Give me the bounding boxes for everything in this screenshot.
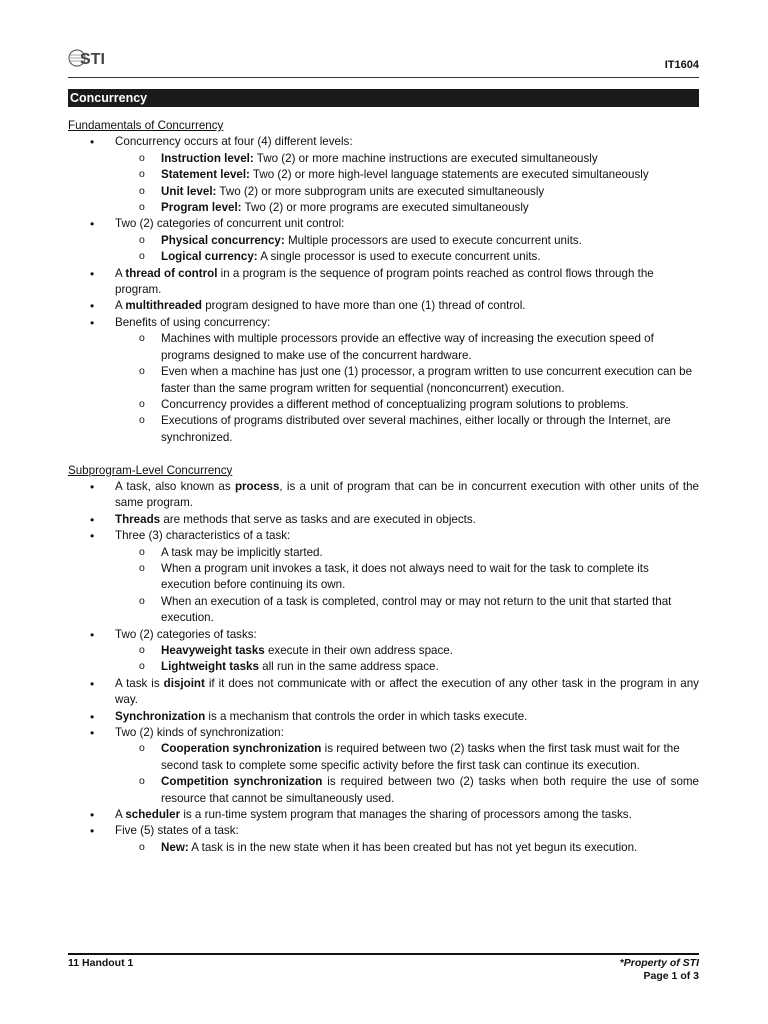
sub-list-item — [115, 200, 699, 216]
bold-term: scheduler — [125, 808, 181, 822]
text-run: execute in their own address space. — [264, 643, 453, 657]
item-text — [115, 315, 699, 331]
page-header — [68, 44, 699, 76]
list-item — [68, 216, 699, 265]
sub-list-item — [115, 233, 699, 249]
list-item — [68, 709, 699, 725]
document-title: Concurrency — [68, 89, 699, 107]
item-text — [115, 709, 699, 725]
logo-text: STI — [80, 51, 105, 68]
text-run: all run in the same address space. — [258, 660, 439, 674]
footer-right — [620, 957, 699, 983]
text-run: Five (5) states of a task: — [115, 824, 239, 838]
property-notice: *Property of STI — [619, 957, 699, 969]
bold-term: Program level: — [161, 201, 242, 215]
text-run: Two (2) or more high-level language statements are executed simultaneously — [249, 168, 649, 182]
sub-list — [115, 741, 699, 807]
item-text — [115, 823, 699, 839]
sti-logo — [68, 47, 128, 69]
list-item — [68, 134, 699, 216]
text-run: Multiple processors are used to execute concurrent units. — [284, 233, 582, 247]
text-run: Two (2) kinds of synchronization: — [115, 726, 284, 740]
text-run: Two (2) or more machine instructions are executed simultaneously — [253, 151, 598, 165]
sub-list-item — [115, 659, 699, 675]
bold-term: Physical concurrency: — [161, 233, 285, 247]
bold-term: Heavyweight tasks — [161, 643, 265, 657]
text-run: Two (2) or more programs are executed simultaneously — [241, 201, 529, 215]
sub-list — [115, 643, 699, 676]
text-run: Two (2) categories of tasks: — [115, 627, 257, 641]
bold-term: Instruction level: — [161, 151, 254, 165]
text-run: are methods that serve as tasks and are executed in objects. — [160, 512, 476, 526]
text-run: A task is — [115, 676, 164, 690]
bold-term: Lightweight tasks — [161, 660, 259, 674]
sub-list-item — [115, 151, 699, 167]
item-text — [115, 216, 699, 232]
text-run: is required between two (2) tasks when both require the use of some resource that cannot be simultaneously used. — [161, 775, 699, 805]
bold-term: Logical currency: — [161, 250, 258, 264]
item-text — [115, 627, 699, 643]
page-number: Page 1 of 3 — [643, 970, 699, 982]
section-heading: Fundamentals of Concurrency — [68, 119, 224, 132]
list-item — [68, 725, 699, 807]
text-run: A single processor is used to execute concurrent units. — [257, 250, 541, 264]
bold-term: Synchronization — [115, 709, 206, 723]
item-text — [115, 807, 699, 823]
sub-list-item — [115, 397, 699, 413]
text-run: Two (2) or more subprogram units are executed simultaneously — [216, 184, 545, 198]
list-item — [68, 479, 699, 512]
bold-term: Competition synchronization — [161, 775, 323, 789]
text-run: is a run-time system program that manages the sharing of processors among the tasks. — [180, 808, 632, 822]
list-item — [68, 315, 699, 446]
text-run: A — [115, 299, 126, 313]
item-text — [115, 512, 699, 528]
list-item — [68, 676, 699, 709]
bold-term: disjoint — [163, 676, 205, 690]
bold-term: thread of control — [125, 266, 218, 280]
text-run: A task may be implicitly started. — [161, 545, 323, 559]
text-run: in a program is the sequence of program points reached as control flows through the program. — [115, 266, 654, 297]
sub-list-item — [115, 594, 699, 627]
bold-term: Unit level: — [161, 184, 217, 198]
list-item — [68, 807, 699, 823]
bold-term: New: — [161, 840, 189, 854]
list-item — [68, 528, 699, 626]
text-run: Even when a machine has just one (1) processor, a program written to use concurrent execution can be faster than the same program written for sequential (nonconcurrent) execution. — [161, 365, 693, 395]
sub-list-item — [115, 413, 699, 446]
text-run: if it does not communicate with or affect the execution of any other task in the program in any way. — [115, 676, 699, 707]
sub-list-item — [115, 184, 699, 200]
bullet-list — [68, 479, 699, 856]
footer-divider — [68, 953, 699, 955]
sub-list-item — [115, 545, 699, 561]
text-run: , is a unit of program that can be in concurrent execution with other units of the same program. — [115, 479, 699, 510]
sub-list — [115, 233, 699, 266]
item-text — [115, 266, 699, 299]
item-text — [115, 528, 699, 544]
header-divider — [68, 77, 699, 78]
text-run: Concurrency provides a different method of conceptualizing program solutions to problems. — [161, 397, 629, 411]
list-item — [68, 298, 699, 314]
list-item — [68, 266, 699, 299]
sub-list — [115, 545, 699, 627]
text-run: Concurrency occurs at four (4) different levels: — [115, 135, 353, 149]
bold-term: Statement level: — [161, 168, 250, 182]
sub-list — [115, 840, 699, 856]
sub-list-item — [115, 561, 699, 594]
sub-list-item — [115, 774, 699, 807]
text-run: Executions of programs distributed over several machines, either locally or through the Internet, are synchronized. — [161, 414, 671, 444]
text-run: When a program unit invokes a task, it does not always need to wait for the task to complete its execution before continuing its own. — [161, 561, 649, 592]
text-run: When an execution of a task is completed, control may or may not return to the unit that started that execution. — [161, 594, 672, 625]
text-run: Machines with multiple processors provide an effective way of increasing the execution speed of programs designed to make use of the concurrent hardware. — [161, 332, 654, 362]
text-run: is a mechanism that controls the order in which tasks execute. — [205, 709, 528, 723]
handout-label: 11 Handout 1 — [68, 957, 134, 969]
text-run: program designed to have more than one (1) thread of control. — [201, 299, 526, 313]
bullet-list — [68, 134, 699, 446]
sub-list — [115, 151, 699, 217]
text-run: A task, also known as — [115, 479, 235, 493]
sub-list-item — [115, 331, 699, 364]
sub-list-item — [115, 167, 699, 183]
list-item — [68, 627, 699, 676]
bold-term: Threads — [115, 512, 161, 526]
text-run: A — [115, 808, 126, 822]
section-heading: Subprogram-Level Concurrency — [68, 463, 233, 477]
sub-list-item — [115, 840, 699, 856]
text-run: Three (3) characteristics of a task: — [115, 529, 291, 543]
text-run: Benefits of using concurrency: — [115, 315, 271, 329]
bold-term: process — [234, 479, 280, 493]
text-run: is required between two (2) tasks when the first task must wait for the second task to complete some specific activity before the first task can continue its execution. — [161, 742, 680, 772]
sub-list-item — [115, 643, 699, 659]
text-run: A task is in the new state when it has been created but has not yet begun its execution. — [188, 840, 638, 854]
sub-list-item — [115, 249, 699, 265]
text-run: A — [115, 266, 126, 280]
text-run: Two (2) categories of concurrent unit control: — [115, 217, 345, 231]
list-item — [68, 823, 699, 856]
item-text — [115, 134, 699, 150]
bold-term: multithreaded — [125, 299, 202, 313]
list-item — [68, 512, 699, 528]
item-text — [115, 479, 699, 512]
item-text — [115, 676, 699, 709]
sub-list-item — [115, 741, 699, 774]
sub-list — [115, 331, 699, 446]
sub-list-item — [115, 364, 699, 397]
item-text — [115, 298, 699, 314]
item-text — [115, 725, 699, 741]
document-body — [68, 118, 699, 856]
section-gap — [68, 446, 699, 462]
bold-term: Cooperation synchronization — [161, 742, 322, 756]
course-code: IT1604 — [664, 59, 699, 71]
